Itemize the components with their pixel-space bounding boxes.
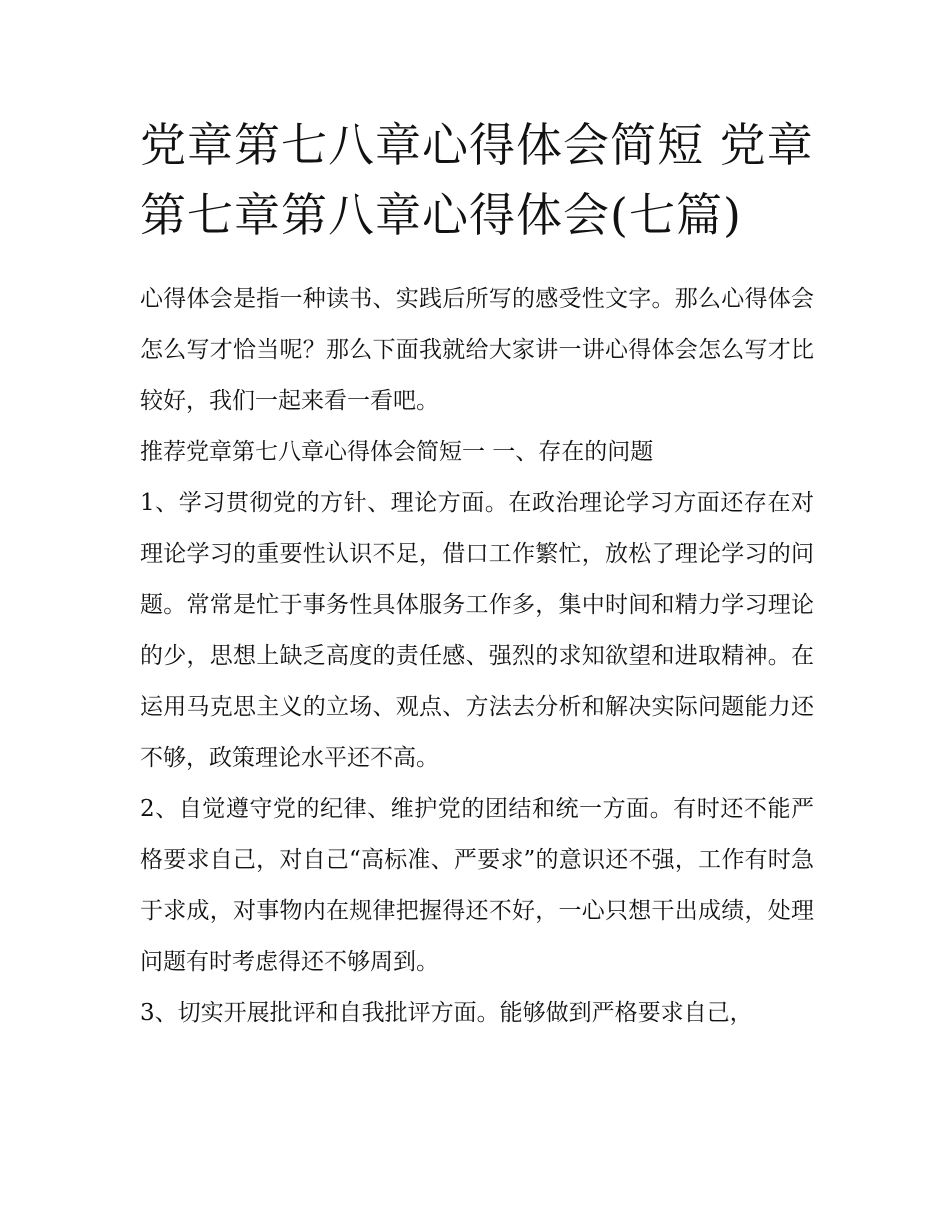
paragraph-item-1: 1、学习贯彻党的方针、理论方面。在政治理论学习方面还存在对理论学习的重要性认识不足，借口工作繁忙，放松了理论学习的问题。常常是忙于事务性具体服务工作多，集中时间和精力学习理论的少，思想上缺乏高度的责任感、强烈的求知欲望和进取精神。在运用马克思主义的立场、观点、方法去分析和解决实际问题能力还不够，政策理论水平还不高。 [140,490,814,771]
paragraph-section-heading: 推荐党章第七八章心得体会简短一 一、存在的问题 [140,439,654,465]
paragraph-item-3: 3、切实开展批评和自我批评方面。能够做到严格要求自己， [140,1000,753,1026]
paragraph-intro: 心得体会是指一种读书、实践后所写的感受性文字。那么心得体会怎么写才恰当呢？那么下面我就给大家讲一讲心得体会怎么写才比较好，我们一起来看一看吧。 [140,286,814,414]
document-title: 党章第七八章心得体会简短 党章第七章第八章心得体会(七篇) [140,118,814,242]
paragraph-item-2: 2、自觉遵守党的纪律、维护党的团结和统一方面。有时还不能严格要求自己，对自己“高标准、严要求”的意识还不强，工作有时急于求成，对事物内在规律把握得还不好，一心只想干出成绩，处理问题有时考虑得还不够周到。 [140,796,814,975]
